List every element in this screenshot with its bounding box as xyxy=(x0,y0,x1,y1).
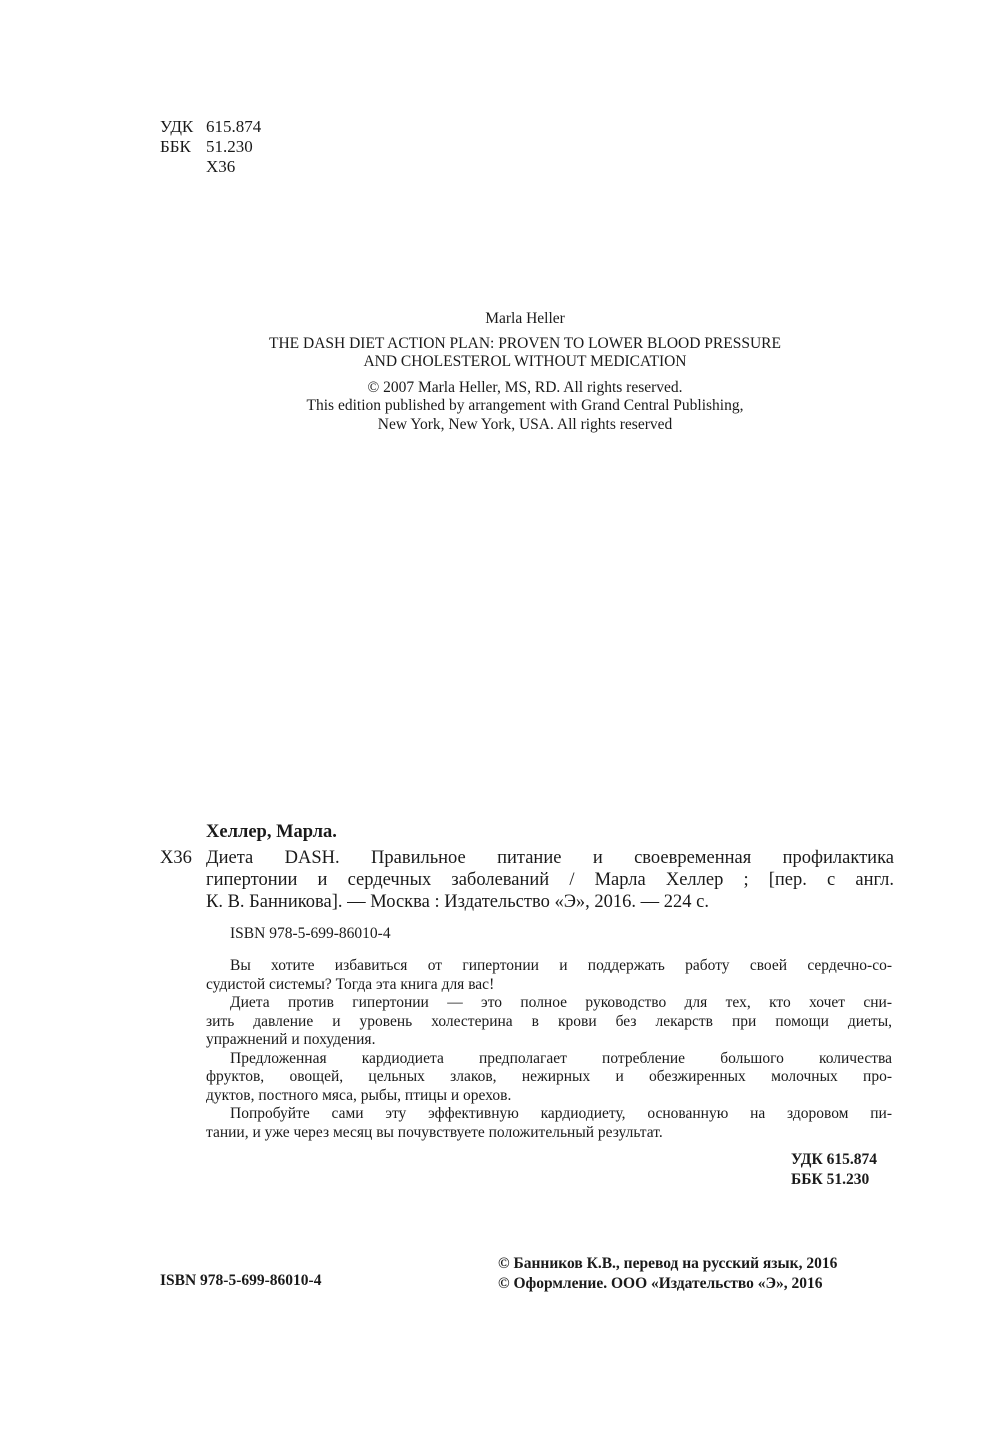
annotation-line: Диета против гипертонии — это полное руководство для тех, кто хочет сни- xyxy=(230,994,892,1011)
copyright-block xyxy=(498,1254,837,1294)
copyright-design: © Оформление. ООО «Издательство «Э», 2016 xyxy=(498,1275,823,1292)
bbk-row xyxy=(160,137,261,157)
annotation-line: судистой системы? Тогда эта книга для вас! xyxy=(206,975,495,993)
footer-isbn: ISBN 978-5-699-86010-4 xyxy=(160,1272,322,1289)
copyright-translation: © Банников К.В., перевод на русский язык, 2016 xyxy=(498,1255,838,1272)
card-description-line-2: гипертонии и сердечных заболеваний / Марла Хеллер ; [пер. с англ. xyxy=(206,870,894,890)
card-bbk: ББК 51.230 xyxy=(791,1171,870,1188)
udk-label: УДК xyxy=(160,117,194,136)
bbk-value: 51.230 xyxy=(206,137,253,156)
annotation-line: зить давление и уровень холестерина в крови без лекарств при помощи диеты, xyxy=(206,1012,892,1030)
annotation-line: Попробуйте сами эту эффективную кардиодиету, основанную на здоровом пи- xyxy=(230,1105,892,1122)
original-title-line-2: AND CHOLESTEROL WITHOUT MEDICATION xyxy=(363,353,687,370)
card-isbn: ISBN 978-5-699-86010-4 xyxy=(230,925,391,942)
annotation-line: упражнений и похудения. xyxy=(206,1031,376,1048)
original-edition-info xyxy=(200,310,850,434)
annotation-line: фруктов, овощей, цельных злаков, нежирных и обезжиренных молочных про- xyxy=(206,1068,892,1085)
annotation-line: Вы хотите избавиться от гипертонии и поддержать работу своей сердечно-со- xyxy=(230,957,892,974)
card-code: Х36 xyxy=(160,848,192,868)
card-description xyxy=(206,847,894,913)
annotation-line: тании, и уже через месяц вы почувствуете положительный результат. xyxy=(206,1123,663,1141)
card-udk: УДК 615.874 xyxy=(791,1151,877,1168)
original-author: Marla Heller xyxy=(485,310,565,327)
rights-line-1: © 2007 Marla Heller, MS, RD. All rights reserved. xyxy=(367,378,683,396)
card-codes xyxy=(791,1150,877,1190)
rights-line-3: New York, New York, USA. All rights reserved xyxy=(377,415,673,433)
card-author: Хеллер, Марла. xyxy=(206,822,337,842)
card-description-line-3: К. В. Банникова]. — Москва : Издательство «Э», 2016. — 224 с. xyxy=(206,892,710,912)
bbk-label: ББК xyxy=(160,137,191,156)
annotation xyxy=(206,957,892,1142)
card-description-line-1: Диета DASH. Правильное питание и своевременная профилактика xyxy=(206,848,894,868)
udk-value: 615.874 xyxy=(206,117,262,136)
udk-row xyxy=(160,117,261,137)
annotation-line: дуктов, постного мяса, рыбы, птицы и орехов. xyxy=(206,1086,512,1104)
author-mark: Х36 xyxy=(206,157,236,176)
author-mark-row xyxy=(160,157,261,177)
rights-line-2: This edition published by arrangement with Grand Central Publishing, xyxy=(306,397,744,414)
classification-codes xyxy=(160,117,261,177)
original-title-line-1: THE DASH DIET ACTION PLAN: PROVEN TO LOWER BLOOD PRESSURE xyxy=(269,334,781,352)
annotation-line: Предложенная кардиодиета предполагает потребление большого количества xyxy=(230,1049,892,1067)
